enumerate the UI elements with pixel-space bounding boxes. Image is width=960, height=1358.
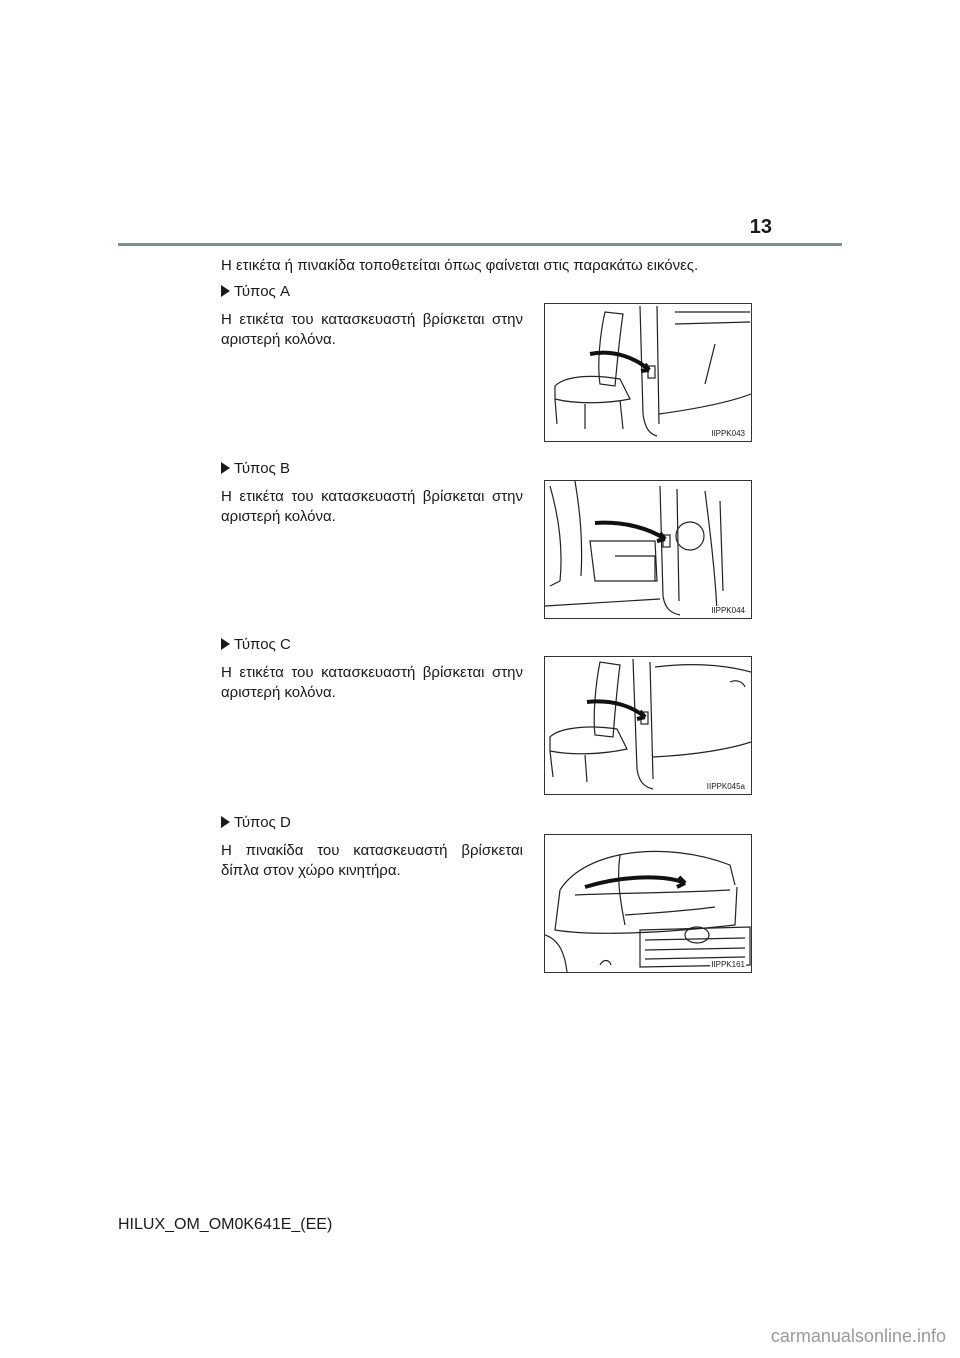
type-heading-label: Τύπος A: [234, 283, 290, 300]
triangle-bullet-icon: [221, 816, 230, 828]
type-heading-label: Τύπος B: [234, 460, 290, 477]
intro-text: Η ετικέτα ή πινακίδα τοποθετείται όπως φαίνεται στις παρακάτω εικόνες.: [221, 257, 699, 274]
type-heading: [221, 636, 291, 653]
type-heading-label: Τύπος D: [234, 814, 291, 831]
seat-pillar-illustration-icon: [545, 657, 751, 794]
type-heading-label: Τύπος C: [234, 636, 291, 653]
type-heading: [221, 460, 290, 477]
figure-code: IIPPK161: [711, 960, 745, 969]
section-type-a: [221, 283, 751, 443]
figure-engine-compartment: [544, 834, 752, 973]
triangle-bullet-icon: [221, 638, 230, 650]
footer-document-code: HILUX_OM_OM0K641E_(EE): [118, 1216, 333, 1233]
engine-compartment-illustration-icon: [545, 835, 751, 972]
figure-code: IIPPK044: [711, 606, 745, 615]
triangle-bullet-icon: [221, 285, 230, 297]
figure-seat-pillar-a: [544, 303, 752, 442]
section-type-c: [221, 636, 751, 796]
type-description: Η ετικέτα του κατασκευαστή βρίσκεται στην αριστερή κολόνα.: [221, 664, 523, 701]
figure-seat-pillar-b: [544, 480, 752, 619]
type-heading: [221, 814, 291, 831]
figure-code: IIPPK045a: [706, 782, 745, 791]
seat-pillar-illustration-icon: [545, 304, 751, 441]
figure-seat-pillar-c: [544, 656, 752, 795]
section-type-d: [221, 814, 751, 974]
watermark: carmanualsonline.info: [770, 1326, 946, 1346]
header-rule: [118, 243, 842, 246]
figure-code: IIPPK043: [711, 429, 745, 438]
triangle-bullet-icon: [221, 462, 230, 474]
type-description: Η ετικέτα του κατασκευαστή βρίσκεται στην αριστερή κολόνα.: [221, 311, 523, 348]
page-number: 13: [749, 216, 772, 238]
type-description: Η ετικέτα του κατασκευαστή βρίσκεται στην αριστερή κολόνα.: [221, 488, 523, 525]
seat-pillar-illustration-icon: [545, 481, 751, 618]
type-description: Η πινακίδα του κατασκευαστή βρίσκεται δίπλα στον χώρο κινητήρα.: [221, 842, 523, 879]
type-heading: [221, 283, 290, 300]
section-type-b: [221, 460, 751, 620]
